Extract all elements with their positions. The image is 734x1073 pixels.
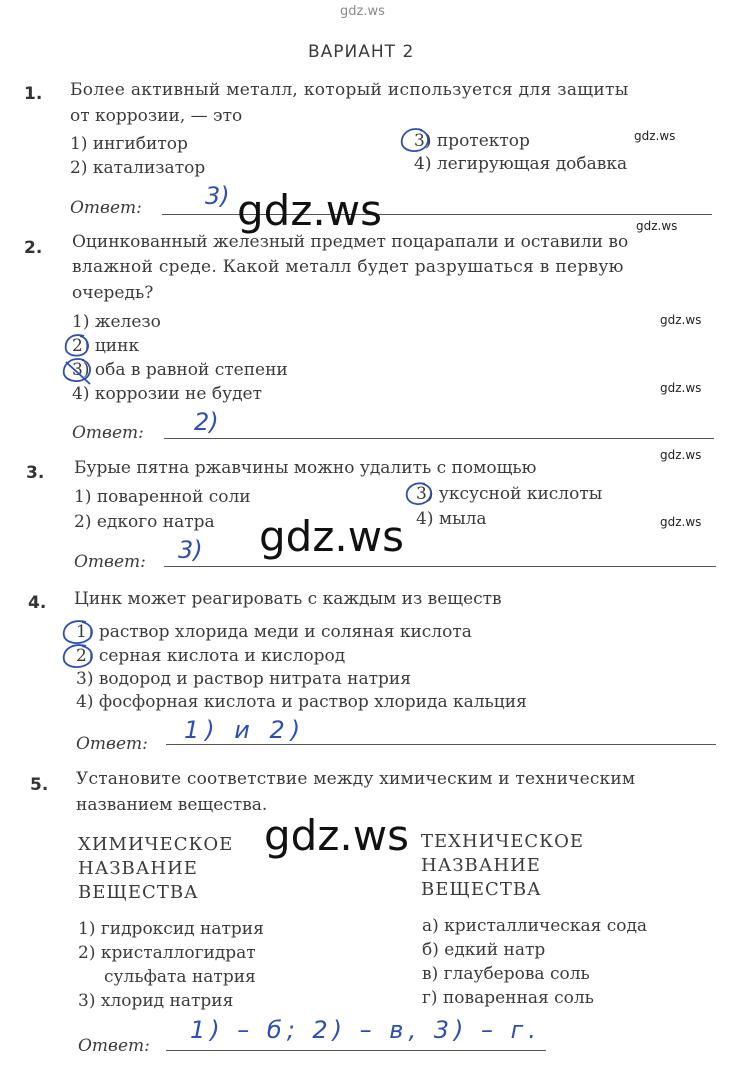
question-4-option-4: 4) фосфорная кислота и раствор хлорида кальция [76, 692, 527, 712]
watermark-big: gdz.ws [237, 186, 382, 235]
watermark-top: gdz.ws [340, 4, 385, 19]
question-3-option-2: 2) едкого натра [74, 512, 215, 532]
question-4-answer-line [166, 744, 716, 745]
question-2-option-2: 2) цинк [72, 336, 140, 356]
circle-mark-icon [60, 332, 94, 388]
question-2-answer: 2) [194, 408, 219, 436]
watermark-small: gdz.ws [634, 129, 676, 143]
question-4-text: Цинк может реагировать с каждым из веществ [74, 589, 502, 609]
circle-mark-icon [60, 618, 98, 670]
column-header-technical: ТЕХНИЧЕСКОЕ НАЗВАНИЕ ВЕЩЕСТВА [421, 831, 585, 900]
question-1-text-2: от коррозии, — это [70, 106, 243, 126]
left-item-1: 1) гидроксид натрия [78, 919, 264, 939]
question-1-option-1: 1) ингибитор [70, 134, 188, 154]
question-2-text-3: очередь? [72, 283, 154, 303]
right-item-a: а) кристаллическая сода [422, 916, 648, 936]
watermark-small: gdz.ws [660, 448, 702, 462]
question-1-option-3: 3) протектор [414, 131, 530, 151]
question-5-text-2: названием вещества. [76, 795, 268, 815]
left-item-3: 3) хлорид натрия [78, 991, 234, 1011]
question-5-number: 5. [30, 775, 49, 795]
column-header-chemical: ХИМИЧЕСКОЕ НАЗВАНИЕ ВЕЩЕСТВА [78, 834, 234, 903]
question-5-answer: 1) – б; 2) – в, 3) – г. [190, 1016, 541, 1044]
question-5-text: Установите соответствие между химическим и техническим [76, 769, 636, 789]
question-1-text: Более активный металл, который используется для защиты [70, 80, 629, 100]
question-3-option-3: 3) уксусной кислоты [416, 484, 603, 504]
watermark-small: gdz.ws [636, 219, 678, 233]
question-5-answer-label: Ответ: [78, 1036, 150, 1056]
question-2-option-1: 1) железо [72, 312, 161, 332]
watermark-small: gdz.ws [660, 515, 702, 529]
question-2-answer-label: Ответ: [72, 423, 144, 443]
question-3-text: Бурые пятна ржавчины можно удалить с помощью [74, 458, 537, 478]
question-3-option-1: 1) поваренной соли [74, 487, 251, 507]
question-1-option-2: 2) катализатор [70, 158, 206, 178]
page-title: ВАРИАНТ 2 [308, 42, 415, 62]
question-4-number: 4. [28, 593, 47, 613]
right-item-d: г) поваренная соль [422, 988, 594, 1008]
question-1-answer-label: Ответ: [70, 198, 142, 218]
question-3-option-4: 4) мыла [416, 509, 487, 529]
question-2-text-2: влажной среде. Какой металл будет разрушаться в первую [72, 257, 624, 277]
question-4-answer: 1) и 2) [184, 716, 307, 744]
question-2-option-3: 3) оба в равной степени [72, 360, 288, 380]
question-3-answer-line [164, 566, 716, 567]
question-2-option-4: 4) коррозии не будет [72, 384, 263, 404]
question-2-number: 2. [24, 238, 43, 258]
question-1-option-4: 4) легирующая добавка [414, 154, 628, 174]
watermark-big: gdz.ws [264, 811, 409, 860]
circle-mark-icon [398, 126, 432, 154]
left-item-2: 2) кристаллогидрат [78, 943, 256, 963]
watermark-big: gdz.ws [259, 512, 404, 561]
question-4-option-1: 1) раствор хлорида меди и соляная кислота [76, 622, 472, 642]
question-3-answer-label: Ответ: [74, 552, 146, 572]
left-item-2-continued: сульфата натрия [104, 967, 256, 987]
right-item-b: б) едкий натр [422, 940, 546, 960]
question-4-option-3: 3) водород и раствор нитрата натрия [76, 669, 411, 689]
question-1-number: 1. [24, 84, 43, 104]
question-1-answer: 3) [205, 182, 230, 210]
question-5-answer-line [166, 1050, 546, 1051]
watermark-small: gdz.ws [660, 313, 702, 327]
question-3-number: 3. [26, 463, 45, 483]
question-4-option-2: 2) серная кислота и кислород [76, 646, 346, 666]
question-3-answer: 3) [178, 536, 203, 564]
question-4-answer-label: Ответ: [76, 734, 148, 754]
watermark-small: gdz.ws [660, 381, 702, 395]
circle-mark-icon [403, 481, 435, 507]
right-item-c: в) глауберова соль [422, 964, 590, 984]
question-2-text: Оцинкованный железный предмет поцарапали и оставили во [72, 232, 629, 252]
question-2-answer-line [164, 438, 714, 439]
